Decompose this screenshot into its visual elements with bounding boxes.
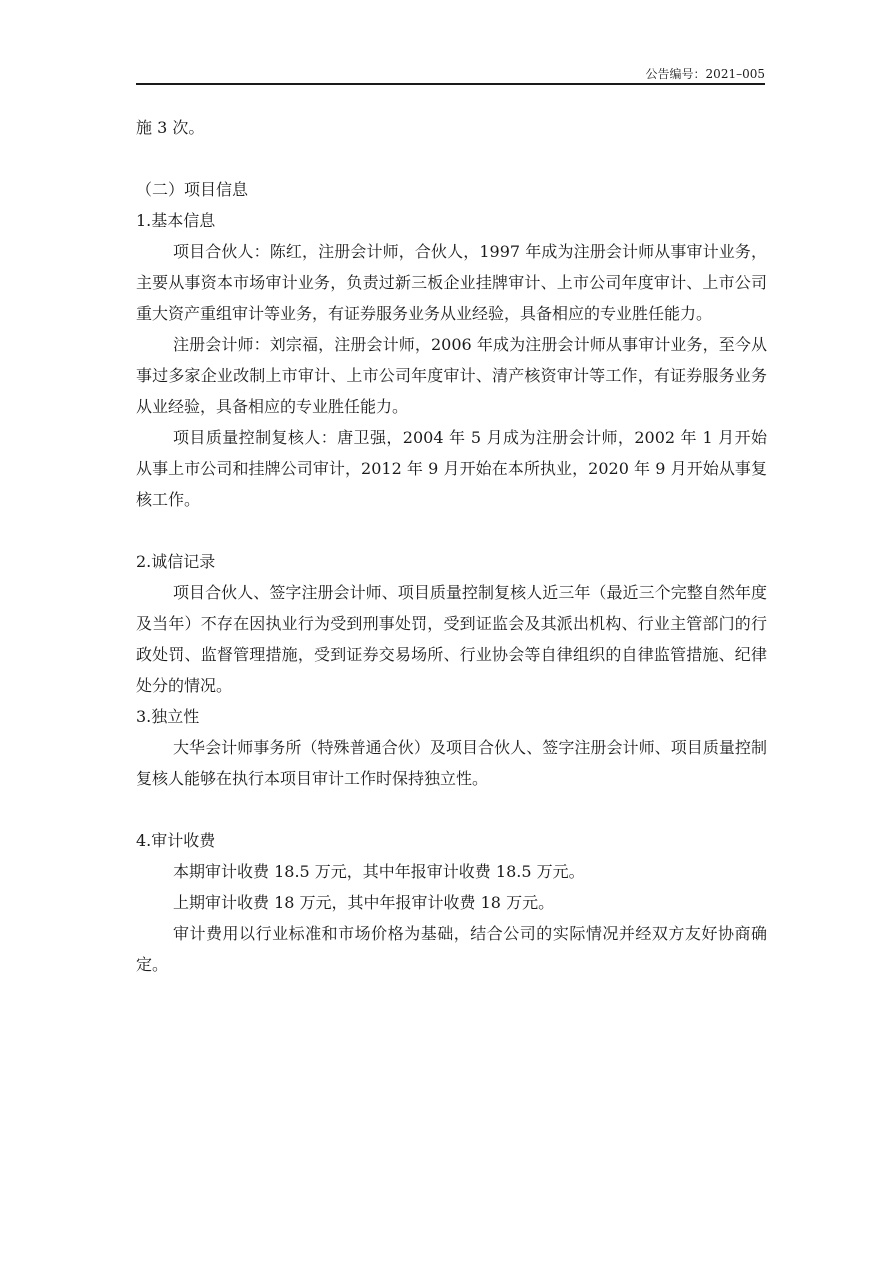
header-divider [136,83,765,85]
paragraph-quality-reviewer: 项目质量控制复核人：唐卫强，2004 年 5 月成为注册会计师，2002 年 1 月开始从事上市公司和挂牌公司审计，2012 年 9 月开始在本所执业，2020 年 9 月开始从事复核工作。 [136,428,767,509]
spacer [136,515,767,546]
spacer [136,794,767,825]
paragraph-fee-basis: 审计费用以行业标准和市场价格为基础，结合公司的实际情况并经双方友好协商确定。 [136,924,767,974]
paragraph-integrity-record: 项目合伙人、签字注册会计师、项目质量控制复核人近三年（最近三个完整自然年度及当年）不存在因执业行为受到刑事处罚，受到证监会及其派出机构、行业主管部门的行政处罚、监督管理措施，受到证券交易场所、行业协会等自律组织的自律监管措施、纪律处分的情况。 [136,583,767,695]
spacer [136,143,767,174]
notice-number: 公告编号：2021–005 [645,67,765,81]
subsection-heading-integrity: 2.诚信记录 [136,552,216,571]
subsection-heading-basic-info: 1.基本信息 [136,211,216,230]
paragraph-previous-fee: 上期审计收费 18 万元，其中年报审计收费 18 万元。 [173,893,555,912]
section-title: （二）项目信息 [136,180,249,199]
paragraph-current-fee: 本期审计收费 18.5 万元，其中年报审计收费 18.5 万元。 [173,862,585,881]
subsection-heading-audit-fees: 4.审计收费 [136,831,216,850]
continuation-text: 施 3 次。 [136,118,205,137]
paragraph-registered-accountant: 注册会计师：刘宗福，注册会计师，2006 年成为注册会计师从事审计业务，至今从事过多家企业改制上市审计、上市公司年度审计、清产核资审计等工作，有证券服务业务从业经验，具备相应的专业胜任能力。 [136,335,767,416]
subsection-heading-independence: 3.独立性 [136,707,200,726]
paragraph-project-partner: 项目合伙人：陈红，注册会计师，合伙人，1997 年成为注册会计师从事审计业务，主要从事资本市场审计业务，负责过新三板企业挂牌审计、上市公司年度审计、上市公司重大资产重组审计等业务，有证券服务业务从业经验，具备相应的专业胜任能力。 [136,242,767,323]
document-body [136,112,767,980]
paragraph-independence: 大华会计师事务所（特殊普通合伙）及项目合伙人、签字注册会计师、项目质量控制复核人能够在执行本项目审计工作时保持独立性。 [136,738,767,788]
